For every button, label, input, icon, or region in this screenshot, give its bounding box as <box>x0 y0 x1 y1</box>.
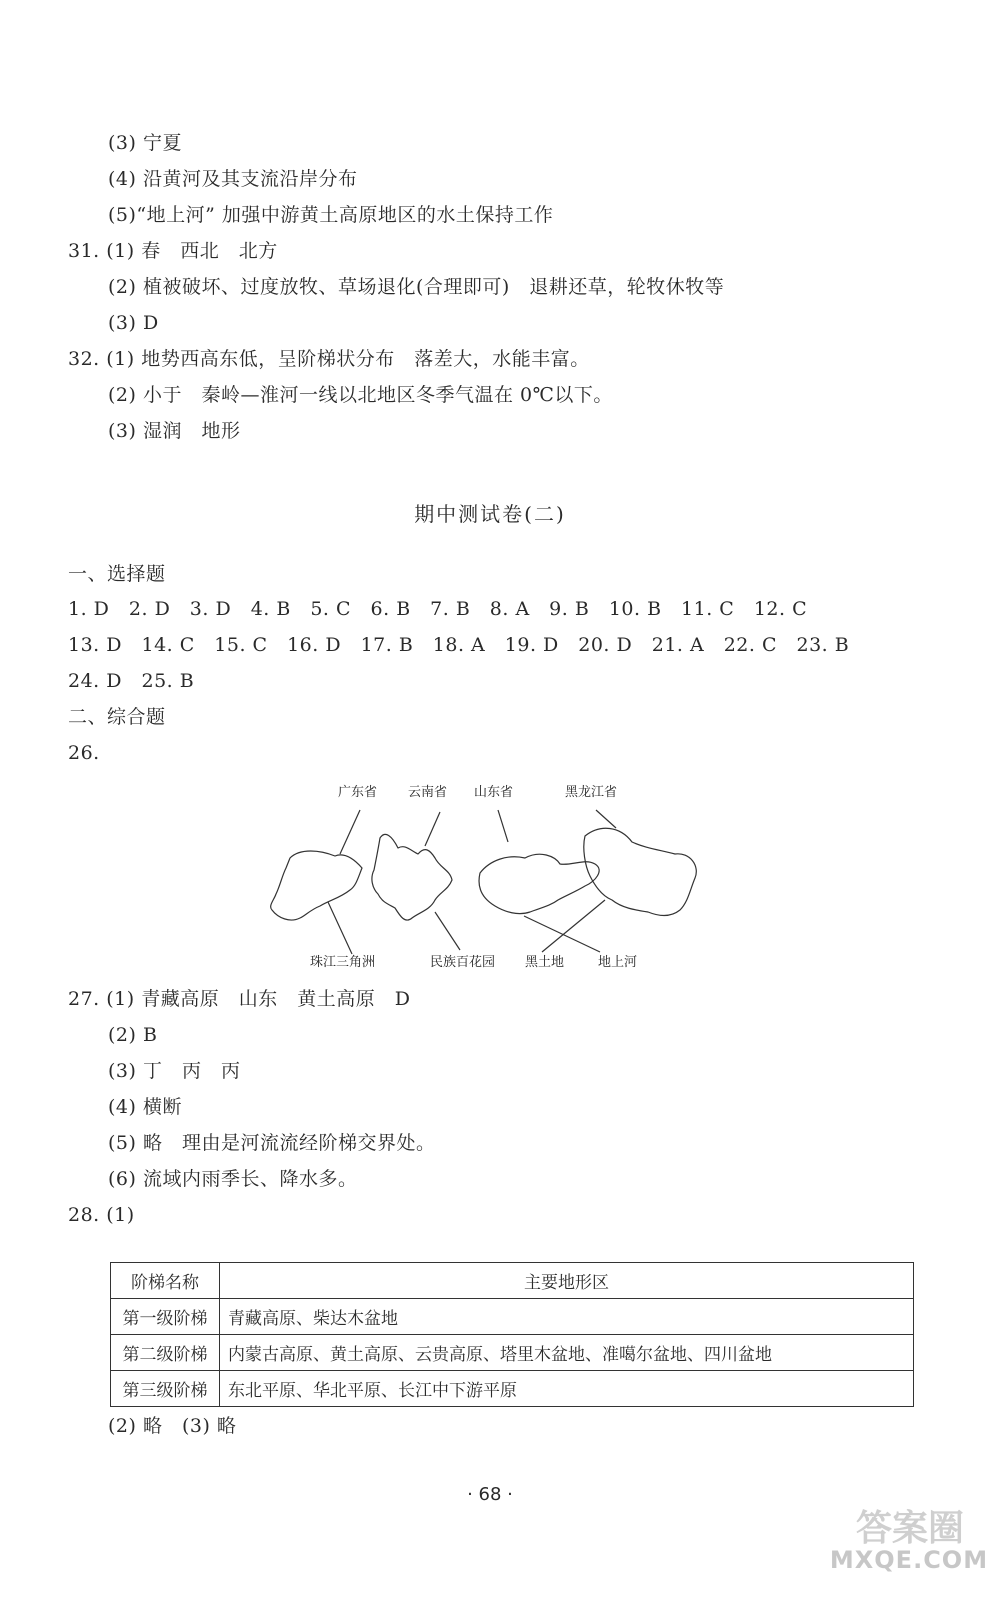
label-black-soil: 黑土地 <box>525 955 565 970</box>
choice-row-1: 1. D 2. D 3. D 4. B 5. C 6. B 7. B 8. A 9. B 10. B 11. C 12. C <box>68 598 808 620</box>
table-header-row <box>111 1263 914 1299</box>
table-row <box>111 1335 914 1371</box>
page-number: · 68 · <box>467 1484 513 1505</box>
answer-line-31-3: (3) D <box>108 312 159 334</box>
answer-line-31-2: (2) 植被破坏、过度放牧、草场退化(合理即可) 退耕还草，轮牧休牧等 <box>108 276 725 298</box>
table-cell-terrain: 青藏高原、柴达木盆地 <box>220 1299 914 1335</box>
table-header-step: 阶梯名称 <box>111 1263 220 1299</box>
answer-line-32-3: (3) 湿润 地形 <box>108 420 241 442</box>
choice-header: 一、选择题 <box>68 563 166 585</box>
answer-line-32-1: 32. (1) 地势西高东低，呈阶梯状分布 落差大，水能丰富。 <box>68 348 590 370</box>
table-cell-step: 第三级阶梯 <box>111 1371 220 1407</box>
watermark-site: MXQE.COM <box>829 1546 989 1574</box>
table-cell-step: 第一级阶梯 <box>111 1299 220 1335</box>
section-title: 期中测试卷(二) <box>414 502 566 526</box>
answer-line-32-2: (2) 小于 秦岭—淮河一线以北地区冬季气温在 0℃以下。 <box>108 384 613 406</box>
q27-line-5: (5) 略 理由是河流流经阶梯交界处。 <box>108 1132 436 1154</box>
answer-line-30-3: (3) 宁夏 <box>108 132 182 154</box>
label-ethnic-garden: 民族百花园 <box>430 955 496 970</box>
label-yunnan: 云南省 <box>408 785 448 800</box>
q26-label: 26. <box>68 742 100 764</box>
q27-line-4: (4) 横断 <box>108 1096 182 1118</box>
comprehensive-header: 二、综合题 <box>68 706 166 728</box>
q27-line-1: 27. (1) 青藏高原 山东 黄土高原 D <box>68 988 411 1010</box>
choice-row-3: 24. D 25. B <box>68 670 195 692</box>
q28-label: 28. (1) <box>68 1204 135 1226</box>
label-heilongjiang: 黑龙江省 <box>565 785 618 800</box>
watermark <box>826 1496 992 1596</box>
watermark-logo: 答案圈 <box>855 1507 964 1549</box>
q27-line-2: (2) B <box>108 1024 158 1046</box>
heilongjiang-outline <box>584 828 696 915</box>
table-cell-step: 第二级阶梯 <box>111 1335 220 1371</box>
label-shandong: 山东省 <box>474 785 514 800</box>
q28-rest: (2) 略 (3) 略 <box>108 1415 237 1437</box>
shandong-outline <box>479 854 599 913</box>
label-suspended-river: 地上河 <box>598 955 638 970</box>
answer-line-30-4: (4) 沿黄河及其支流沿岸分布 <box>108 168 358 190</box>
q27-line-3: (3) 丁 丙 丙 <box>108 1060 241 1082</box>
table-row <box>111 1371 914 1407</box>
table-cell-terrain: 内蒙古高原、黄土高原、云贵高原、塔里木盆地、准噶尔盆地、四川盆地 <box>220 1335 914 1371</box>
label-guangdong: 广东省 <box>338 785 378 800</box>
q27-line-6: (6) 流域内雨季长、降水多。 <box>108 1168 358 1190</box>
table-row <box>111 1299 914 1335</box>
guangdong-outline <box>271 851 362 920</box>
choice-row-2: 13. D 14. C 15. C 16. D 17. B 18. A 19. D 20. D 21. A 22. C 23. B <box>68 634 850 656</box>
answer-line-31-1: 31. (1) 春 西北 北方 <box>68 240 278 262</box>
terrain-steps-table <box>110 1262 914 1407</box>
yunnan-outline <box>372 834 452 920</box>
table-cell-terrain: 东北平原、华北平原、长江中下游平原 <box>220 1371 914 1407</box>
table-header-terrain: 主要地形区 <box>220 1263 914 1299</box>
label-pearl-river-delta: 珠江三角洲 <box>310 955 376 970</box>
province-map-figure <box>260 778 710 988</box>
answer-line-30-5: (5)“地上河” 加强中游黄土高原地区的水土保持工作 <box>108 204 554 226</box>
